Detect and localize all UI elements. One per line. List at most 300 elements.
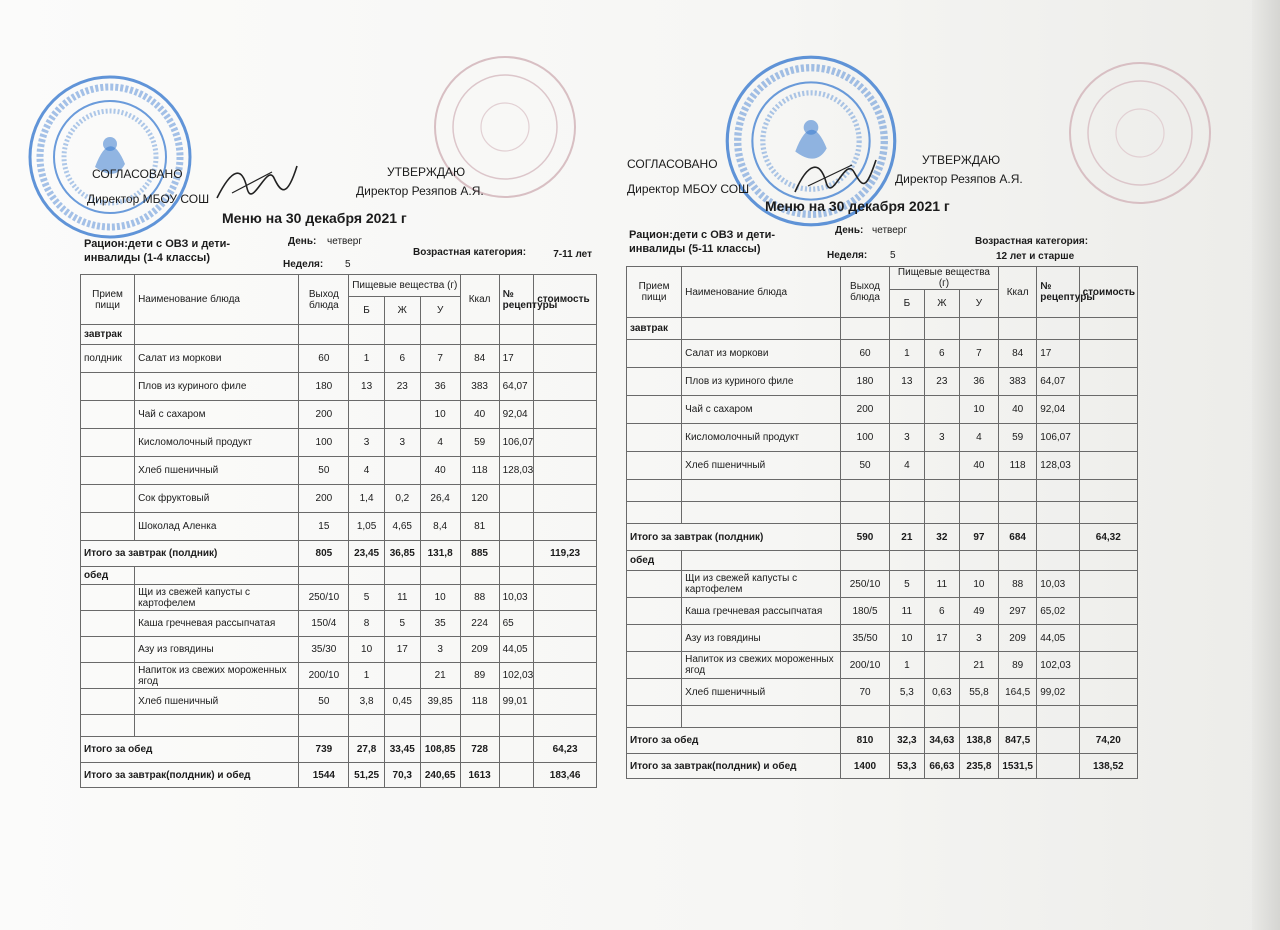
table-cell <box>81 513 135 541</box>
table-cell: 1531,5 <box>999 754 1037 779</box>
table-cell: 3 <box>924 424 959 452</box>
header-recipe: № рецептуры <box>499 275 534 325</box>
table-cell: 106,07 <box>499 429 534 457</box>
table-cell <box>1037 524 1079 551</box>
header-kcal-right: Ккал <box>999 267 1037 318</box>
table-cell: 7 <box>959 340 998 368</box>
table-cell <box>81 457 135 485</box>
table-cell: Кисломолочный продукт <box>135 429 299 457</box>
table-cell: 1613 <box>460 763 499 788</box>
header-meal: Прием пищи <box>81 275 135 325</box>
menu-table-right <box>626 266 1138 779</box>
table-cell <box>1079 368 1137 396</box>
table-cell <box>81 401 135 429</box>
table-cell <box>499 485 534 513</box>
table-cell: 150/4 <box>299 611 349 637</box>
table-cell <box>81 637 135 663</box>
table-cell: 0,45 <box>384 689 420 715</box>
table-cell: 32 <box>924 524 959 551</box>
table-cell: 40 <box>460 401 499 429</box>
table-cell: 885 <box>460 541 499 567</box>
table-row <box>627 571 1138 598</box>
faded-stamp-right <box>1065 58 1215 208</box>
breakfast-total-row <box>81 541 597 567</box>
header-protein-right: Б <box>889 290 924 318</box>
header-nutrients: Пищевые вещества (г) <box>349 275 460 297</box>
table-cell <box>889 396 924 424</box>
table-cell: 224 <box>460 611 499 637</box>
age-category-value: 7-11 лет <box>553 249 592 260</box>
table-cell <box>627 452 682 480</box>
table-cell: 40 <box>999 396 1037 424</box>
table-cell: 739 <box>299 737 349 763</box>
table-row <box>81 689 597 715</box>
table-cell: Итого за завтрак(полдник) и обед <box>81 763 299 788</box>
agreed-label: СОГЛАСОВАНО <box>92 167 183 181</box>
table-cell: 6 <box>924 340 959 368</box>
table-cell <box>1079 424 1137 452</box>
header-nutrients-right: Пищевые вещества (г) <box>889 267 998 290</box>
table-row <box>81 429 597 457</box>
table-cell <box>534 611 597 637</box>
table-cell: 39,85 <box>420 689 460 715</box>
table-cell: 27,8 <box>349 737 385 763</box>
table-cell <box>499 513 534 541</box>
age-category-value-right: 12 лет и старше <box>996 251 1075 262</box>
table-cell <box>627 598 682 625</box>
table-cell <box>627 424 682 452</box>
table-cell: 51,25 <box>349 763 385 788</box>
table-cell: 180 <box>841 368 890 396</box>
table-cell: 99,02 <box>1037 679 1079 706</box>
table-row <box>627 452 1138 480</box>
table-cell <box>384 457 420 485</box>
table-cell: 23,45 <box>349 541 385 567</box>
table-cell: Итого за обед <box>627 728 841 754</box>
table-cell: 4 <box>889 452 924 480</box>
table-cell: 17 <box>924 625 959 652</box>
table-cell: 10 <box>959 571 998 598</box>
table-cell: 250/10 <box>299 585 349 611</box>
table-cell <box>81 429 135 457</box>
table-cell <box>81 485 135 513</box>
table-cell: 297 <box>999 598 1037 625</box>
director-school-label-right: Директор МБОУ СОШ <box>627 182 750 196</box>
menu-title-right: Меню на 30 декабря 2021 г <box>765 198 950 214</box>
table-cell: 88 <box>999 571 1037 598</box>
table-cell: Итого за завтрак(полдник) и обед <box>627 754 841 779</box>
menu-table-left <box>80 274 597 788</box>
table-cell: 11 <box>889 598 924 625</box>
table-row <box>627 368 1138 396</box>
table-cell: 240,65 <box>420 763 460 788</box>
table-cell: 119,23 <box>534 541 597 567</box>
table-cell: 92,04 <box>499 401 534 429</box>
table-cell: 810 <box>841 728 890 754</box>
table-cell <box>534 457 597 485</box>
table-row <box>627 396 1138 424</box>
table-cell: 64,07 <box>499 373 534 401</box>
table-cell: 84 <box>460 345 499 373</box>
lunch-total-row <box>81 737 597 763</box>
breakfast-total-row-right <box>627 524 1138 551</box>
table-cell: 3 <box>889 424 924 452</box>
approve-label: УТВЕРЖДАЮ <box>387 165 466 179</box>
table-cell <box>349 401 385 429</box>
table-cell: 106,07 <box>1037 424 1079 452</box>
table-cell: 17 <box>1037 340 1079 368</box>
table-cell <box>534 485 597 513</box>
header-yield: Выход блюда <box>299 275 349 325</box>
table-cell: 120 <box>460 485 499 513</box>
table-cell: 50 <box>299 689 349 715</box>
table-cell <box>499 541 534 567</box>
table-cell: Итого за завтрак (полдник) <box>81 541 299 567</box>
table-cell <box>1079 396 1137 424</box>
header-cost-right: стоимость <box>1079 267 1137 318</box>
table-cell: 50 <box>841 452 890 480</box>
age-category-label-right: Возрастная категория: <box>975 236 1089 247</box>
table-row <box>627 340 1138 368</box>
grand-total-row <box>81 763 597 788</box>
table-cell: 118 <box>999 452 1037 480</box>
table-cell: 70,3 <box>384 763 420 788</box>
table-cell: Каша гречневая рассыпчатая <box>135 611 299 637</box>
table-cell: 36 <box>420 373 460 401</box>
table-cell: 3 <box>959 625 998 652</box>
table-cell: 4 <box>959 424 998 452</box>
table-cell <box>534 513 597 541</box>
table-cell: 40 <box>959 452 998 480</box>
table-cell: 44,05 <box>1037 625 1079 652</box>
table-cell <box>1079 340 1137 368</box>
header-fat: Ж <box>384 297 420 325</box>
table-cell: 180/5 <box>841 598 890 625</box>
table-cell: 23 <box>384 373 420 401</box>
table-cell: 131,8 <box>420 541 460 567</box>
table-cell: 74,20 <box>1079 728 1137 754</box>
day-label-right: День: <box>835 225 864 236</box>
table-cell: 4 <box>349 457 385 485</box>
table-cell: 6 <box>924 598 959 625</box>
table-cell: 200 <box>299 485 349 513</box>
table-cell <box>81 611 135 637</box>
table-cell <box>534 637 597 663</box>
table-cell: Хлеб пшеничный <box>682 679 841 706</box>
table-cell: 35/50 <box>841 625 890 652</box>
meal-lunch-label: обед <box>81 567 135 585</box>
table-cell: 59 <box>460 429 499 457</box>
table-row <box>81 401 597 429</box>
table-cell: 84 <box>999 340 1037 368</box>
table-cell: 10 <box>420 401 460 429</box>
table-cell <box>627 368 682 396</box>
table-cell: 4,65 <box>384 513 420 541</box>
table-cell: 10 <box>349 637 385 663</box>
header-fat-right: Ж <box>924 290 959 318</box>
table-cell: 209 <box>460 637 499 663</box>
header-dish: Наименование блюда <box>135 275 299 325</box>
table-row <box>81 513 597 541</box>
table-cell <box>81 689 135 715</box>
table-cell: 590 <box>841 524 890 551</box>
age-category-label: Возрастная категория: <box>413 247 527 258</box>
table-row <box>81 611 597 637</box>
table-cell: 847,5 <box>999 728 1037 754</box>
menu-title: Меню на 30 декабря 2021 г <box>222 210 407 226</box>
table-row <box>627 679 1138 706</box>
table-cell: 684 <box>999 524 1037 551</box>
table-cell <box>499 737 534 763</box>
page-edge-shadow <box>1252 0 1280 930</box>
table-cell: 59 <box>999 424 1037 452</box>
lunch-rows <box>81 585 597 715</box>
table-cell: 70 <box>841 679 890 706</box>
table-cell: 11 <box>924 571 959 598</box>
table-cell: 5,3 <box>889 679 924 706</box>
table-cell: 5 <box>889 571 924 598</box>
ration-label: Рацион:дети с ОВЗ и дети-инвалиды (1-4 классы) <box>84 238 231 264</box>
breakfast-rows-right <box>627 340 1138 480</box>
table-cell: 250/10 <box>841 571 890 598</box>
table-cell: 17 <box>499 345 534 373</box>
table-cell <box>1079 571 1137 598</box>
table-cell: Хлеб пшеничный <box>135 457 299 485</box>
table-cell: 13 <box>349 373 385 401</box>
table-cell: 8 <box>349 611 385 637</box>
table-cell: 183,46 <box>534 763 597 788</box>
week-value: 5 <box>345 259 351 270</box>
table-cell: 1400 <box>841 754 890 779</box>
table-cell: 34,63 <box>924 728 959 754</box>
lunch-total-row-right <box>627 728 1138 754</box>
table-cell <box>627 625 682 652</box>
official-seal-left <box>25 72 195 242</box>
table-cell <box>534 373 597 401</box>
table-cell: Щи из свежей капусты с картофелем <box>135 585 299 611</box>
table-row <box>627 598 1138 625</box>
table-cell: 55,8 <box>959 679 998 706</box>
table-cell: 33,45 <box>384 737 420 763</box>
table-cell <box>81 373 135 401</box>
table-cell: 8,4 <box>420 513 460 541</box>
table-cell <box>1079 652 1137 679</box>
table-row <box>81 457 597 485</box>
table-cell: Напиток из свежих мороженных ягод <box>682 652 841 679</box>
table-cell: 36 <box>959 368 998 396</box>
table-cell: 728 <box>460 737 499 763</box>
table-cell <box>499 763 534 788</box>
table-cell: Чай с сахаром <box>135 401 299 429</box>
table-cell: 7 <box>420 345 460 373</box>
header-dish-right: Наименование блюда <box>682 267 841 318</box>
table-cell <box>1037 728 1079 754</box>
table-cell: Азу из говядины <box>682 625 841 652</box>
table-cell: 200 <box>841 396 890 424</box>
director-school-label: Директор МБОУ СОШ <box>87 192 210 206</box>
table-cell <box>1079 625 1137 652</box>
table-cell: 89 <box>460 663 499 689</box>
table-cell <box>924 652 959 679</box>
table-cell: 128,03 <box>499 457 534 485</box>
table-cell: 66,63 <box>924 754 959 779</box>
header-carbs-right: У <box>959 290 998 318</box>
table-cell: 40 <box>420 457 460 485</box>
table-cell <box>384 401 420 429</box>
table-row <box>81 637 597 663</box>
table-cell: 180 <box>299 373 349 401</box>
table-cell: 209 <box>999 625 1037 652</box>
table-cell: 102,03 <box>499 663 534 689</box>
table-cell <box>534 689 597 715</box>
meal-breakfast-label-right: завтрак <box>627 318 682 340</box>
table-cell: 64,23 <box>534 737 597 763</box>
table-row <box>81 345 597 373</box>
table-cell <box>534 345 597 373</box>
table-cell: 1 <box>349 663 385 689</box>
table-cell <box>1079 452 1137 480</box>
table-row <box>81 485 597 513</box>
table-cell: 26,4 <box>420 485 460 513</box>
table-cell: 200/10 <box>841 652 890 679</box>
table-cell: 3 <box>420 637 460 663</box>
table-cell: 5 <box>384 611 420 637</box>
table-cell: 21 <box>420 663 460 689</box>
table-cell <box>81 663 135 689</box>
header-protein: Б <box>349 297 385 325</box>
table-cell: 200/10 <box>299 663 349 689</box>
table-cell: 0,63 <box>924 679 959 706</box>
table-cell: Хлеб пшеничный <box>682 452 841 480</box>
table-cell: Сок фруктовый <box>135 485 299 513</box>
table-row <box>627 652 1138 679</box>
table-cell <box>1079 598 1137 625</box>
table-cell: Азу из говядины <box>135 637 299 663</box>
meal-lunch-label-right: обед <box>627 551 682 571</box>
table-cell: 0,2 <box>384 485 420 513</box>
table-cell: 17 <box>384 637 420 663</box>
week-value-right: 5 <box>890 250 896 261</box>
faded-stamp-left <box>430 52 580 202</box>
table-cell: Чай с сахаром <box>682 396 841 424</box>
table-cell <box>924 396 959 424</box>
table-cell <box>534 663 597 689</box>
table-cell: 10,03 <box>1037 571 1079 598</box>
table-cell: 49 <box>959 598 998 625</box>
signature-left <box>212 158 302 208</box>
table-cell: 53,3 <box>889 754 924 779</box>
table-cell: 13 <box>889 368 924 396</box>
table-cell <box>1079 679 1137 706</box>
table-cell <box>627 679 682 706</box>
breakfast-rows <box>81 345 597 541</box>
table-cell: 99,01 <box>499 689 534 715</box>
table-cell <box>534 585 597 611</box>
table-cell: 92,04 <box>1037 396 1079 424</box>
table-row <box>627 424 1138 452</box>
table-cell <box>627 396 682 424</box>
day-value: четверг <box>327 236 362 247</box>
table-cell: 11 <box>384 585 420 611</box>
table-cell: 138,52 <box>1079 754 1137 779</box>
table-cell: Кисломолочный продукт <box>682 424 841 452</box>
lunch-rows-right <box>627 571 1138 706</box>
table-cell: полдник <box>81 345 135 373</box>
table-cell: 60 <box>299 345 349 373</box>
week-label: Неделя: <box>283 259 324 270</box>
table-row <box>81 373 597 401</box>
table-cell: 1,4 <box>349 485 385 513</box>
table-cell <box>924 452 959 480</box>
grand-total-row-right <box>627 754 1138 779</box>
table-cell: Шоколад Аленка <box>135 513 299 541</box>
table-cell: 128,03 <box>1037 452 1079 480</box>
ration-label-right: Рацион:дети с ОВЗ и дети-инвалиды (5-11 классы) <box>629 229 776 255</box>
table-cell: 60 <box>841 340 890 368</box>
table-cell: 32,3 <box>889 728 924 754</box>
table-cell: 118 <box>460 457 499 485</box>
table-cell: 89 <box>999 652 1037 679</box>
table-cell: Напиток из свежих мороженных ягод <box>135 663 299 689</box>
header-yield-right: Выход блюда <box>841 267 890 318</box>
table-cell: 44,05 <box>499 637 534 663</box>
table-row <box>627 625 1138 652</box>
director-name-label: Директор Резяпов А.Я. <box>356 184 484 198</box>
approve-label-right: УТВЕРЖДАЮ <box>922 153 1001 167</box>
table-cell: 235,8 <box>959 754 998 779</box>
director-name-label-right: Директор Резяпов А.Я. <box>895 172 1023 186</box>
table-cell: 3 <box>384 429 420 457</box>
header-recipe-right: № рецептуры <box>1037 267 1079 318</box>
table-cell: 100 <box>841 424 890 452</box>
week-label-right: Неделя: <box>827 250 868 261</box>
table-cell <box>384 663 420 689</box>
table-cell: Щи из свежей капусты с картофелем <box>682 571 841 598</box>
table-cell: 102,03 <box>1037 652 1079 679</box>
table-cell: Каша гречневая рассыпчатая <box>682 598 841 625</box>
table-cell: 3 <box>349 429 385 457</box>
header-carbs: У <box>420 297 460 325</box>
table-cell: 15 <box>299 513 349 541</box>
table-cell: 36,85 <box>384 541 420 567</box>
table-cell: 21 <box>959 652 998 679</box>
header-meal-right: Прием пищи <box>627 267 682 318</box>
table-cell: 200 <box>299 401 349 429</box>
table-cell: Салат из моркови <box>135 345 299 373</box>
meal-breakfast-label: завтрак <box>81 325 135 345</box>
table-cell: 3,8 <box>349 689 385 715</box>
table-cell: 10,03 <box>499 585 534 611</box>
day-label: День: <box>288 236 317 247</box>
day-value-right: четверг <box>872 225 907 236</box>
table-cell: Итого за завтрак (полдник) <box>627 524 841 551</box>
table-cell: 1544 <box>299 763 349 788</box>
table-cell: 10 <box>959 396 998 424</box>
table-cell: 5 <box>349 585 385 611</box>
table-cell: 118 <box>460 689 499 715</box>
table-cell <box>534 429 597 457</box>
table-cell: 805 <box>299 541 349 567</box>
table-cell: Плов из куриного филе <box>682 368 841 396</box>
signature-right <box>790 150 880 200</box>
table-cell: 35 <box>420 611 460 637</box>
table-cell <box>534 401 597 429</box>
table-cell: 21 <box>889 524 924 551</box>
table-cell: 97 <box>959 524 998 551</box>
table-cell: Салат из моркови <box>682 340 841 368</box>
table-cell: Хлеб пшеничный <box>135 689 299 715</box>
table-cell <box>1037 754 1079 779</box>
